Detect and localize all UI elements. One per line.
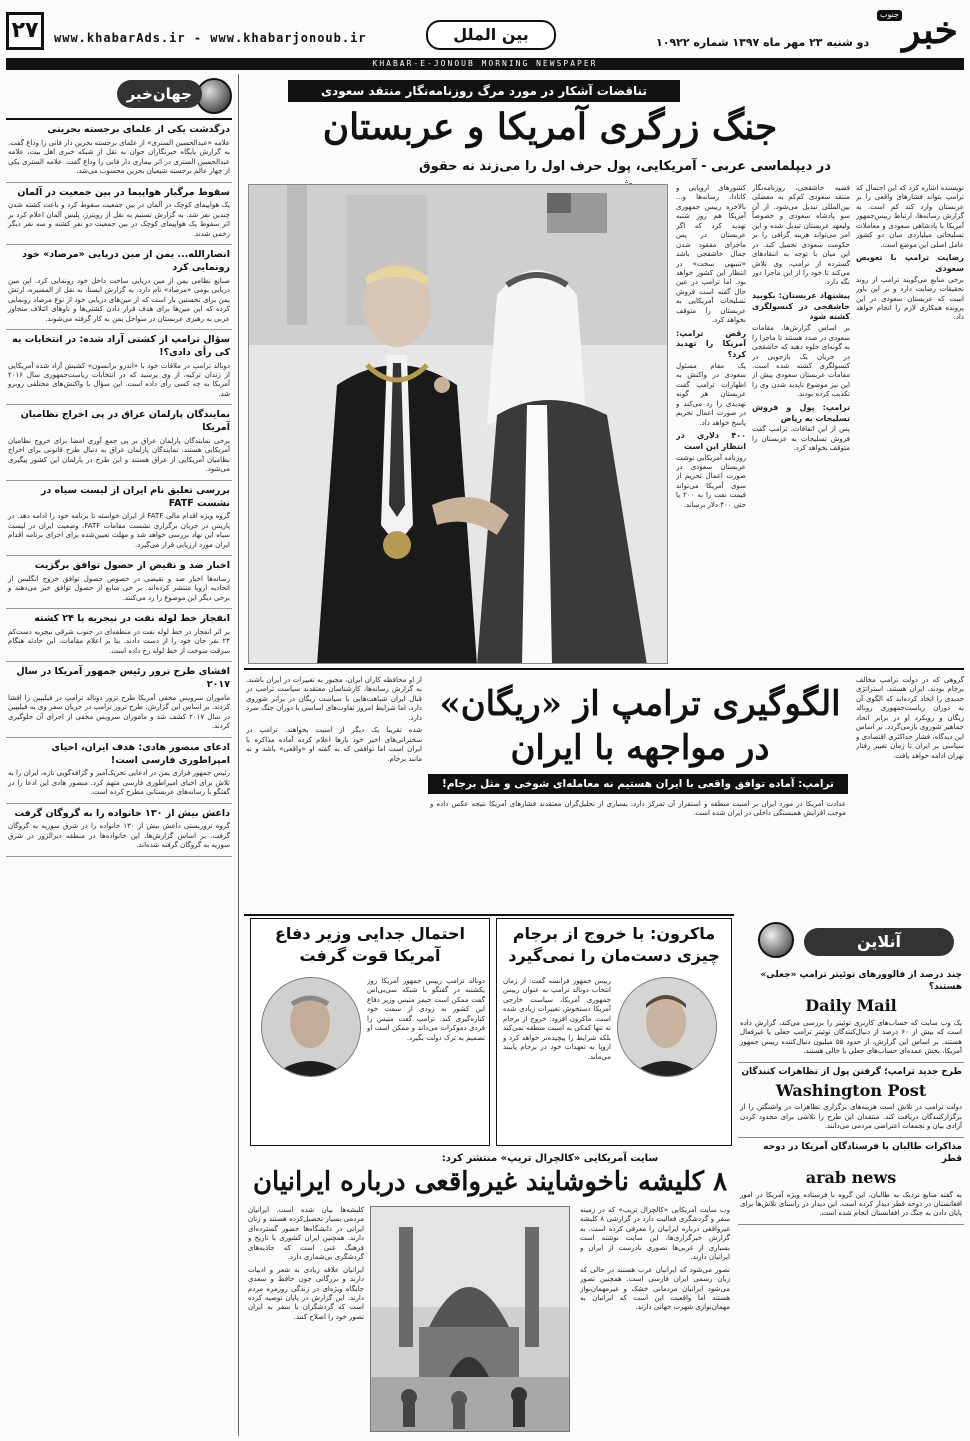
mosque-illustration [370,1207,569,1432]
lead-subtitle: در دیپلماسی عربی - آمریکایی، پول حرف اول را می‌زند نه حقوق [419,159,831,174]
lead-col-2: کشورهای اروپایی و کانادا، رسانه‌ها و... بالاخره رییس جمهوری آمریکا هم روز شنبه تهدید کرد که اگر عربستان در پس ماجرای مفقود شدن جمال خاشقجی باشد «تنبیهی سخت» در انتظار این کشور خواهد بود. اما ترامپ در عین حال گفته است فروش تسلیحات آمریکایی به عربستان را متوقف نخواهد کرد. رقص ترامپ: آمریکا را تهدید کرد؟ یک مقام مسئول سعودی در واکنش به اظهارات ترامپ گفت عربستان هر گونه تهدیدی را رد می‌کند و در صورت اعمال تحریم پاسخ خواهد داد. ۴۰۰ دلاری در انتظار این است روزنامه آمریکایی نوشت عربستان سعودی در صورت اعمال تحریم از سوی آمریکا می‌تواند قیمت نفت را به ۲۰۰ یا حتی ۴۰۰ دلار برساند. [676,184,746,509]
page-number: ۲۷ [6,12,44,50]
world-news-item[interactable] [6,738,232,804]
news-item-title: نمایندگان پارلمان عراق در پی اخراج نظامیان آمریکا [20,409,230,434]
news-item-title: انفجار خط لوله نفت در نیجریه با ۲۴ کشته [34,613,230,625]
online-item-text: دولت ترامپ در تلاش است هزینه‌های برگزاری تظاهرات در واشنگتن را از برگزارکنندگان دریافت کند. منتقدان این طرح را تلاشی برای محدود کردن آزادی بیان و تجمعات اعتراضی مردمی می‌دانند. [740,1103,962,1131]
mattis-story-box[interactable]: احتمال جدایی وزیر دفاع آمریکا قوت گرفت دونالد ترامپ رییس جمهور آمریکا روز یکشنبه در گفتگو با شبکه سی‌بی‌اس گفت ممکن است جیمز متیس وزیر دفاع این کشور به زودی از سمت خود کناره‌گیری کند. ترامپ گفت متیس را فردی دموکرات می‌داند و ممکن است او تصمیم به ترک دولت بگیرد. [250,918,490,1146]
person-icon [617,978,716,1077]
news-item-title: سؤال ترامپ از کشتی آزاد شده: در انتخابات به کی رأی دادی؟! [12,333,230,358]
masthead [6,8,964,56]
world-news-column [6,74,232,1436]
news-item-text: بر اثر انفجار در خط لوله نفت در منطقه‌ای در جنوب شرقی نیجریه دست‌کم ۲۴ نفر جان خود را از دست دادند. بنا بر اعلام مقامات، این حادثه هنگام سرقت سوخت از خط لوله رخ داده است. [8,628,230,655]
iran-col-2: از او محافظه کاران ایران، مجبور به تغییرات در ایران باشند. به گزارش رسانه‌ها، کارشناسان معتقدند سیاست ترامپ در قبال ایران شباهت‌هایی با سیاست ریگان در برابر شوروی دارد، اما شرایط امروز تفاوت‌های اساسی با دوران جنگ سرد دارد. شده تقریبا یک دیگر از امنیت بخواهند. ترامپ در سخنرانی‌های اخیر خود بارها اعلام کرده آماده مذاکره با ایران است اما توافقی که به گفته او «واقعی» باشد و نه مانند برجام. [246,676,422,763]
issue-date: دو شنبه ۲۳ مهر ماه ۱۳۹۷ شماره ۱۰۹۲۲ [656,36,870,49]
news-item-text: گروه تروریستی داعش بیش از ۱۳۰ خانواده را در شرق سوریه به گروگان گرفت. بر اساس گزارش‌ها، این خانواده‌ها در منطقه دیرالزور در شرق سوریه به گروگان گرفته شده‌اند. [8,822,230,850]
news-item-title: بررسی تعلیق نام ایران از لیست سیاه در نشست FATF [40,484,230,509]
macron-story-box[interactable]: ماکرون: با خروج از برجام چیزی دست‌مان را نمی‌گیرد رییس جمهور فرانسه گفت: از زمان انتخاب دونالد ترامپ به عنوان رییس جمهوری آمریکا، سیاست خارجی آمریکا دستخوش تغییرات زیادی شده است. ماکرون افزود: خروج از برجام نه تنها کمکی به امنیت منطقه نمی‌کند بلکه شرایط را پیچیده‌تر خواهد کرد و اروپا به تعهدات خود در برجام پایبند می‌ماند. [496,918,732,1146]
column-divider [238,74,239,1436]
world-news-item[interactable] [6,120,232,183]
section-divider [244,668,964,670]
news-item-title: افشای طرح ترور رئیس جمهور آمریکا در سال ۲۰۱۷ [16,666,230,691]
news-item-title: داعش بیش از ۱۳۰ خانواده را به گروگان گرفت [14,807,230,819]
source-logo: arab news [805,1167,897,1187]
online-item-text: به گفته منابع نزدیک به طالبان، این گروه با فرستاده ویژه آمریکا در امور افغانستان در دوحه قطر دیدار کرده است. این دیدار در راستای تلاش‌ها برای پایان دادن به جنگ در افغانستان انجام شده است. [740,1190,962,1218]
world-news-item[interactable] [6,405,232,480]
bottom-col-2: کلیشه‌ها بیان شده است. ایرانیان مردمی بسیار تحصیل‌کرده هستند و زنان ایرانی در دانشگاه‌ها حضور گسترده‌ای دارند. همچنین ایران کشوری با تاریخ و فرهنگ غنی است که جاذبه‌های گردشگری بی‌شماری دارد. ایرانیان علاقه زیادی به شعر و ادبیات دارند و بزرگانی چون حافظ و سعدی جایگاه ویژه‌ای در زندگی روزمره مردم دارند. این گزارش در پایان توصیه کرده است که گردشگران با سفر به ایران تصور خود را اصلاح کنند. [248,1206,364,1321]
mattis-portrait [261,977,361,1077]
news-item-text: صنایع نظامی یمن از مین دریایی ساخت داخل خود رونمایی کرد. این مین دریایی بومی «مرصاد» نام دارد. به گزارش ایسنا، به نقل از المسیره، ارتش یمن برای نخستین بار است که از مین‌های دریایی خود از نوع مرصاد رونمایی کرده که این مین‌ها برای هدف قرار دادن کشتی‌ها و ناوهای ائتلاف متجاوز عربی به رهبری عربستان در سواحل یمن به کار گرفته می‌شوند. [8,276,230,323]
world-news-item[interactable] [6,804,232,857]
bottom-headline[interactable]: ۸ کلیشه ناخوشایند غیرواقعی درباره ایرانیان [252,1167,728,1197]
online-item-title: مذاکرات طالبان با فرستادگان آمریکا در دوحه قطر [763,1141,962,1164]
masthead-strip: KHABAR-E-JONOUB MORNING NEWSPAPER [6,58,964,70]
world-news-item[interactable] [6,183,232,246]
iran-story-headline[interactable]: الگوگیری ترامپ از «ریگان» در مواجهه با ایران [439,684,841,768]
lead-photo [248,184,668,664]
iran-col-1: گروهی که در دولت ترامپ مخالف برجام بودند، ایران هستند. استراتژی جدیدی را اتخاذ کرده‌اند که الگوی آن به دوران ریاست‌جمهوری رونالد ریگان و رویکرد او در برابر اتحاد جماهیر شوروی بازمی‌گردد. بر اساس این دیدگاه، فشار حداکثری اقتصادی و سیاسی بر ایران تا زمان تغییر رفتار تهران ادامه خواهد یافت. [856,676,964,760]
online-item-title: طرح جدید ترامپ؛ گرفتن پول از تظاهرات کنندگان [741,1066,962,1077]
bottom-kicker: سایت آمریکایی «کالچرال تریپ» منتشر کرد: [441,1153,659,1164]
online-item-text: یک وب سایت که حساب‌های کاربری توئیتر را بررسی می‌کند، گزارش داده است که بیش از ۶۰ درصد از دنبال‌کنندگان توئیتر ترامپ جعلی یا غیرفعال هستند. بر اساس این گزارش، از حدود ۵۵ میلیون دنبال‌کننده رییس جمهور آمریکا، بخش عمده‌ای حساب‌های جعلی یا خالی هستند. [740,1018,962,1056]
lead-col-3: نویسنده اشاره کرد که این احتمال که ترامپ بتواند فشارهای واقعی را بر عربستان وارد کند کم است. به گزارش رسانه‌ها، ارتباط رییس‌جمهور آمریکا با پادشاهی سعودی و معاملات تسلیحاتی میلیاردی میان دو کشور عامل اصلی این موضع است. رضایت ترامپ با تعویض سعودی برخی منابع می‌گویند ترامپ از روند تحقیقات رضایت دارد و بر این باور است که عربستان سعودی در این پرونده همکاری لازم را انجام خواهد داد. [856,184,964,322]
news-item-title: انصارالله... یمن از مین دریایی «مرصاد» خود رونمایی کرد [22,249,230,273]
world-news-item[interactable] [6,556,232,609]
world-news-item[interactable] [6,662,232,737]
website-urls[interactable]: www.khabarAds.ir - www.khabarjonoub.ir [54,31,367,45]
news-item-text: علامه «عبدالحسین الستری» از علمای برجسته بحرین دار فانی را وداع گفت. به گزارش پایگاه خبرنگاران جوان به نقل از شبکه خبری اهل بیت، علامه عبدالحسین الستری در اثر بیماری دار فانی را وداع گفت. علامه الستری یکی از چهار عالم برجسته شیعیان بحرین محسوب می‌شد. [8,138,230,176]
section-divider-2 [244,914,734,916]
news-item-text: رئیس جمهور فراری یمن در ادعایی تحریک‌آمیز و گزافه‌گویی تازه، ایران را به تلاش برای احیای امپراطوری فارسی متهم کرد. منصور هادی این ادعا را در گفتگو با رسانه‌های عربستانی مطرح کرده است. [8,769,230,797]
iran-col-3: عدادت آمریکا در مورد ایران بر امنیت منطقه و استقرار آن تمرکز دارد. بسیاری از تحلیل‌گران معتقدند فشارهای آمریکا نتیجه عکس داده و موجب افزایش همبستگی داخلی در ایران شده است. [430,800,846,818]
lead-col-1: قضیه خاشقجی، روزنامه‌نگار منتقد سعودی کم‌کم به معضلی بین‌المللی تبدیل می‌شود. از آن سو پادشاه سعودی و خصوصاً ولیعهد عربستان تبدیل شده و این امر می‌تواند هزینه گزافی را بر حکومت سعودی تحمیل کند. در این میان با توجه به انتقادهای گسترده از ترامپ، وی تلاش می‌کند تا خود را از این ماجرا دور نگه دارد. پیشنهاد عربستان: بکوبید خاشقجی در کنسولگری کشته شود بر اساس گزارش‌ها، مقامات سعودی در صدد هستند تا ماجرا را به گونه‌ای جلوه دهند که خاشقجی در جریان یک بازجویی در کنسولگری کشته شده است. مقامات عربستان سعودی پیش از این نیز موضوع ناپدید شدن وی را تکذیب کرده بودند. ترامپ: پول و فروش تسلیحات به ریاض پس از این اتفاقات، ترامپ گفت فروش تسلیحات به عربستان را متوقف نخواهد کرد. [752,184,850,453]
newspaper-logo [854,8,964,56]
news-item-text: رسانه‌ها اخبار ضد و نقیضی در خصوص حصول توافق خروج انگلیس از اتحادیه اروپا منتشر کرده‌اند. بر خی منابع از حصول توافق خبر می‌دهند و برخی دیگر این موضوع را رد می‌کنند. [8,574,230,602]
world-news-item[interactable] [6,245,232,330]
online-item[interactable] [738,966,964,1063]
logo-sub: جنوب [877,10,902,21]
source-logo: Washington Post [775,1080,927,1100]
lead-kicker: تناقضات آشکار در مورد مرگ روزنامه‌نگار منتقد سعودی [288,80,680,102]
online-item-title: چند درصد از فالوورهای توئیتر ترامپ «جعلی» هستند؟ [760,970,962,993]
world-news-item[interactable] [6,609,232,662]
bottom-col-1: وب سایت آمریکایی «کالچرال تریپ» که در زمینه سفر و گردشگری فعالیت دارد در گزارشی ۸ کلیشه غیرواقعی درباره ایرانیان را معرفی کرده است. به گزارش خبرگزاری‌ها، این سایت نوشته است بسیاری از غربی‌ها تصوری نادرست از ایران و ایرانیان دارند. تصور می‌شود که ایرانیان عرب هستند در حالی که زبان رسمی ایران فارسی است. همچنین تصور می‌شود ایرانیان مردمانی خشک و غیرمهمان‌نواز هستند اما واقعیت این است که ایرانیان به مهمان‌نوازی شهرت جهانی دارند. [580,1206,730,1312]
news-item-text: برخی نمایندگان پارلمان عراق بر پی جمع آوری امضا برای خروج نظامیان آمریکایی هستند. نمایندگان پارلمان عراق به دنبال طرح قانونی برای اخراج نظامیان آمریکایی از عراق هستند و این طرح در پارلمان این کشور پیگیری می‌شود. [8,436,230,474]
online-label: آنلاین [804,928,954,956]
isfahan-photo [370,1206,570,1432]
news-item-text: گروه ویژه اقدام مالی FATF از ایران خواسته تا برنامه خود را ادامه دهد. در پاریس در جریان برگزاری نشست مقامات FATF، وضعیت ایران در لیست سیاه این نهاد بررسی خواهد شد و مهلت تعیین‌شده برای اجرای برنامه اقدام ایران مورد ارزیابی قرار می‌گیرد. [8,512,230,549]
person-icon [261,978,360,1077]
news-item-text: یک هواپیمای کوچک در آلمان در بین جمعیت سقوط کرد و باعث کشته شدن چندین نفر شد. به گزارش تسنیم به نقل از رویترز، پلیس آلمان اعلام کرد بر اثر سقوط یک هواپیمای کوچک در بین جمعیت دو نفر کشته و سه نفر دیگر زخمی شدند. [8,201,230,238]
globe-icon [758,922,794,958]
news-item-text: ماموران سرویس مخفی آمریکا طرح ترور دونالد ترامپ در فیلیپین را افشا کردند. بر اساس این گزارش، طرح ترور ترامپ در جریان سفر وی به فیلیپین در سال ۲۰۱۷ کشف شد و ماموران سرویس مخفی از اجرای آن جلوگیری کردند. [8,693,230,731]
world-news-item[interactable] [6,330,232,405]
news-item-title: ادعای منصور هادی: هدف ایران، احیای امپراطوری فارسی است! [51,741,230,766]
macron-portrait [617,977,717,1077]
logo-word: خبر [902,7,958,52]
world-news-label: جهان‌خبر [117,80,202,108]
online-item[interactable] [738,1138,964,1225]
online-header [738,922,964,962]
news-item-title: سقوط مرگبار هواپیما در بین جمعیت در آلمان [17,186,230,198]
news-item-title: درگذشت یکی از علمای برجسته بحرینی [47,124,230,135]
lead-headline[interactable]: جنگ زرگری آمریکا و عربستان [322,106,778,148]
leaders-photo-illustration [248,185,667,664]
online-item[interactable] [738,1063,964,1138]
online-items [738,966,964,1436]
news-item-title: اخبار ضد و نقیض از حصول توافق برگزیت [34,560,230,572]
iran-story-subtitle: ترامپ: آماده توافق واقعی با ایران هستیم نه معامله‌ای شوخی و مثل برجام! [428,774,848,794]
world-news-item[interactable] [6,481,232,556]
source-logo: Daily Mail [805,996,897,1016]
section-title: بین الملل [426,20,556,50]
news-item-text: دونالد ترامپ در ملاقات خود با «اندرو برانسون» کشیش آزاد شده آمریکایی از زندان ترکیه، از وی پرسید که در انتخابات ریاست‌جمهوری سال ۲۰۱۶ آمریکا به چه کسی رأی داده است. این سؤال با واکنش‌های مختلفی روبرو شد. [8,361,230,398]
world-news-briefs [6,120,232,857]
world-news-header [6,74,232,120]
